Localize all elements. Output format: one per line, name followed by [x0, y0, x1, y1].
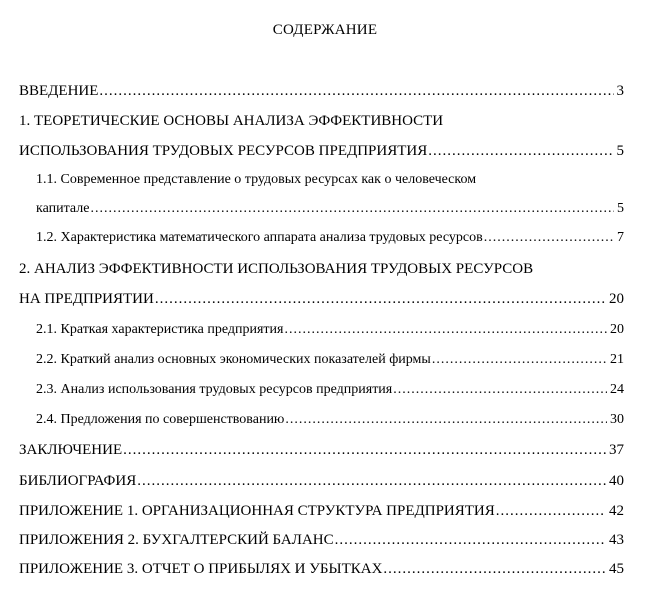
toc-page-number: 40 [609, 473, 624, 489]
toc-page-number: 20 [609, 291, 624, 307]
toc-entry-text: ПРИЛОЖЕНИЕ 1. ОРГАНИЗАЦИОННАЯ СТРУКТУРА ПРЕДПРИЯТИЯ [19, 503, 495, 519]
toc-page-number: 45 [609, 561, 624, 577]
toc-entry[interactable] [19, 442, 624, 459]
toc-entry-text: ИСПОЛЬЗОВАНИЯ ТРУДОВЫХ РЕСУРСОВ ПРЕДПРИЯТИЯ [19, 143, 428, 159]
toc-entry-text: НА ПРЕДПРИЯТИИ [19, 291, 154, 307]
toc-entry-text: 1.2. Характеристика математического аппарата анализа трудовых ресурсов [36, 230, 483, 245]
toc-page-number: 43 [609, 532, 624, 548]
toc-entry[interactable] [19, 503, 624, 520]
toc-entry-text: ВВЕДЕНИЕ [19, 83, 99, 99]
toc-entry[interactable] [19, 473, 624, 490]
toc-entry-text: капитале [36, 201, 90, 216]
dot-leader [428, 143, 613, 160]
toc-page-number: 21 [610, 352, 624, 367]
toc-entry-text: 2.4. Предложения по совершенствованию [36, 412, 285, 427]
toc-page-number: 42 [609, 503, 624, 519]
dot-leader [99, 83, 613, 100]
toc-entry-text: 1.1. Современное представление о трудовых ресурсах как о человеческом [36, 172, 477, 187]
toc-page-number: 5 [617, 201, 624, 216]
toc-entry-text: ПРИЛОЖЕНИЯ 2. БУХГАЛТЕРСКИЙ БАЛАНС [19, 532, 334, 548]
dot-leader [496, 503, 606, 520]
dot-leader [432, 352, 607, 368]
toc-entry[interactable] [36, 230, 624, 246]
toc-page-number: 30 [610, 412, 624, 427]
toc-entry-text: 2.2. Краткий анализ основных экономических показателей фирмы [36, 352, 431, 367]
toc-page-number: 37 [609, 442, 624, 458]
dot-leader [335, 532, 606, 549]
toc-entry[interactable] [19, 291, 624, 308]
toc-entry-text: БИБЛИОГРАФИЯ [19, 473, 137, 489]
toc-entry[interactable] [36, 412, 624, 428]
toc-entry[interactable] [19, 83, 624, 100]
toc-entry[interactable] [19, 143, 624, 160]
dot-leader [90, 201, 614, 217]
toc-entry[interactable] [19, 561, 624, 578]
dot-leader [284, 322, 607, 338]
toc-page-number: 7 [617, 230, 624, 245]
toc-entry[interactable] [19, 532, 624, 549]
toc-entry-text: 2.1. Краткая характеристика предприятия [36, 322, 284, 337]
dot-leader [285, 412, 607, 428]
toc-entry-text: ПРИЛОЖЕНИЕ 3. ОТЧЕТ О ПРИБЫЛЯХ И УБЫТКАХ [19, 561, 383, 577]
toc-entry-text: 2. АНАЛИЗ ЭФФЕКТИВНОСТИ ИСПОЛЬЗОВАНИЯ ТРУДОВЫХ РЕСУРСОВ [19, 261, 534, 277]
toc-entry[interactable] [36, 201, 624, 217]
dot-leader [137, 473, 606, 490]
dot-leader [484, 230, 614, 246]
toc-entry-text: 1. ТЕОРЕТИЧЕСКИЕ ОСНОВЫ АНАЛИЗА ЭФФЕКТИВНОСТИ [19, 113, 444, 129]
dot-leader [123, 442, 606, 459]
dot-leader [393, 382, 607, 398]
toc-entry-text: 2.3. Анализ использования трудовых ресурсов предприятия [36, 382, 393, 397]
toc-title: СОДЕРЖАНИЕ [272, 22, 378, 38]
dot-leader [155, 291, 606, 308]
toc-page-number: 24 [610, 382, 624, 397]
toc-page-number: 20 [610, 322, 624, 337]
toc-entry-text: ЗАКЛЮЧЕНИЕ [19, 442, 123, 458]
toc-page-number: 5 [616, 143, 624, 159]
toc-entry[interactable] [36, 382, 624, 398]
toc-entry[interactable] [36, 352, 624, 368]
toc-entry[interactable] [36, 322, 624, 338]
dot-leader [383, 561, 606, 578]
toc-page-number: 3 [616, 83, 624, 99]
